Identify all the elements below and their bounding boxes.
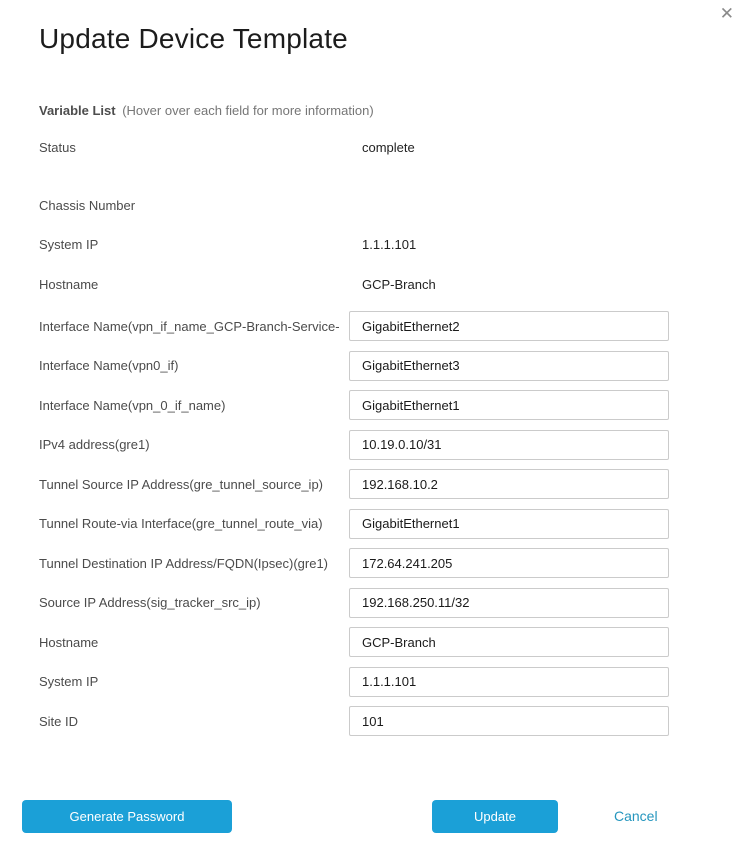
field-label: Source IP Address(sig_tracker_src_ip) — [39, 595, 261, 610]
variable-list-label: Variable List — [39, 103, 116, 118]
row-status — [39, 133, 713, 161]
field-label: Interface Name(vpn_if_name_GCP-Branch-Service- — [39, 318, 340, 334]
field-label: Site ID — [39, 713, 79, 729]
field-label: Hostname — [39, 634, 99, 650]
field-label: Tunnel Route-via Interface(gre_tunnel_route_via) — [39, 516, 323, 531]
field-label: Status — [39, 139, 76, 155]
variable-list — [39, 133, 713, 736]
dialog-footer — [0, 800, 752, 833]
row-ipv4-address-gre1 — [39, 430, 713, 460]
interface-name-service-input[interactable] — [349, 311, 669, 341]
cancel-button[interactable]: Cancel — [614, 800, 658, 833]
field-label: System IP — [39, 674, 99, 689]
row-hostname — [39, 627, 713, 657]
row-interface-name-service — [39, 311, 713, 341]
source-ip-tracker-input[interactable] — [349, 588, 669, 618]
field-label: Interface Name(vpn0_if) — [39, 358, 179, 373]
field-value: complete — [362, 139, 415, 155]
field-label: Interface Name(vpn_0_if_name) — [39, 397, 226, 413]
row-system-ip-static — [39, 231, 713, 259]
row-interface-name-vpn-0-if-name — [39, 390, 713, 420]
field-label: Chassis Number — [39, 197, 136, 213]
row-tunnel-route-via — [39, 509, 713, 539]
close-icon[interactable]: ✕ — [719, 4, 734, 23]
ipv4-address-gre1-input[interactable] — [349, 430, 669, 460]
row-interface-name-vpn0-if — [39, 351, 713, 381]
tunnel-destination-ip-input[interactable] — [349, 548, 669, 578]
field-label: Tunnel Source IP Address(gre_tunnel_source_ip) — [39, 476, 324, 492]
row-chassis-number — [39, 191, 713, 219]
row-source-ip-tracker — [39, 588, 713, 618]
interface-name-vpn0-if-input[interactable] — [349, 351, 669, 381]
row-tunnel-destination-ip — [39, 548, 713, 578]
row-system-ip — [39, 667, 713, 697]
generate-password-button[interactable]: Generate Password — [22, 800, 232, 833]
update-button[interactable]: Update — [432, 800, 558, 833]
row-tunnel-source-ip — [39, 469, 713, 499]
system-ip-input[interactable] — [349, 667, 669, 697]
field-label: IPv4 address(gre1) — [39, 437, 150, 452]
row-hostname-static — [39, 270, 713, 298]
field-label: Hostname — [39, 276, 99, 292]
site-id-input[interactable] — [349, 706, 669, 736]
tunnel-route-via-input[interactable] — [349, 509, 669, 539]
row-site-id — [39, 706, 713, 736]
field-value: 1.1.1.101 — [362, 237, 417, 252]
interface-name-vpn-0-if-name-input[interactable] — [349, 390, 669, 420]
variable-list-heading — [39, 103, 752, 119]
field-label: System IP — [39, 237, 99, 252]
field-label: Tunnel Destination IP Address/FQDN(Ipsec)(gre1) — [39, 555, 329, 571]
hostname-input[interactable] — [349, 627, 669, 657]
variable-list-hint: (Hover over each field for more information) — [122, 103, 374, 118]
field-value: GCP-Branch — [362, 276, 436, 292]
tunnel-source-ip-input[interactable] — [349, 469, 669, 499]
page-title: Update Device Template — [39, 23, 348, 54]
